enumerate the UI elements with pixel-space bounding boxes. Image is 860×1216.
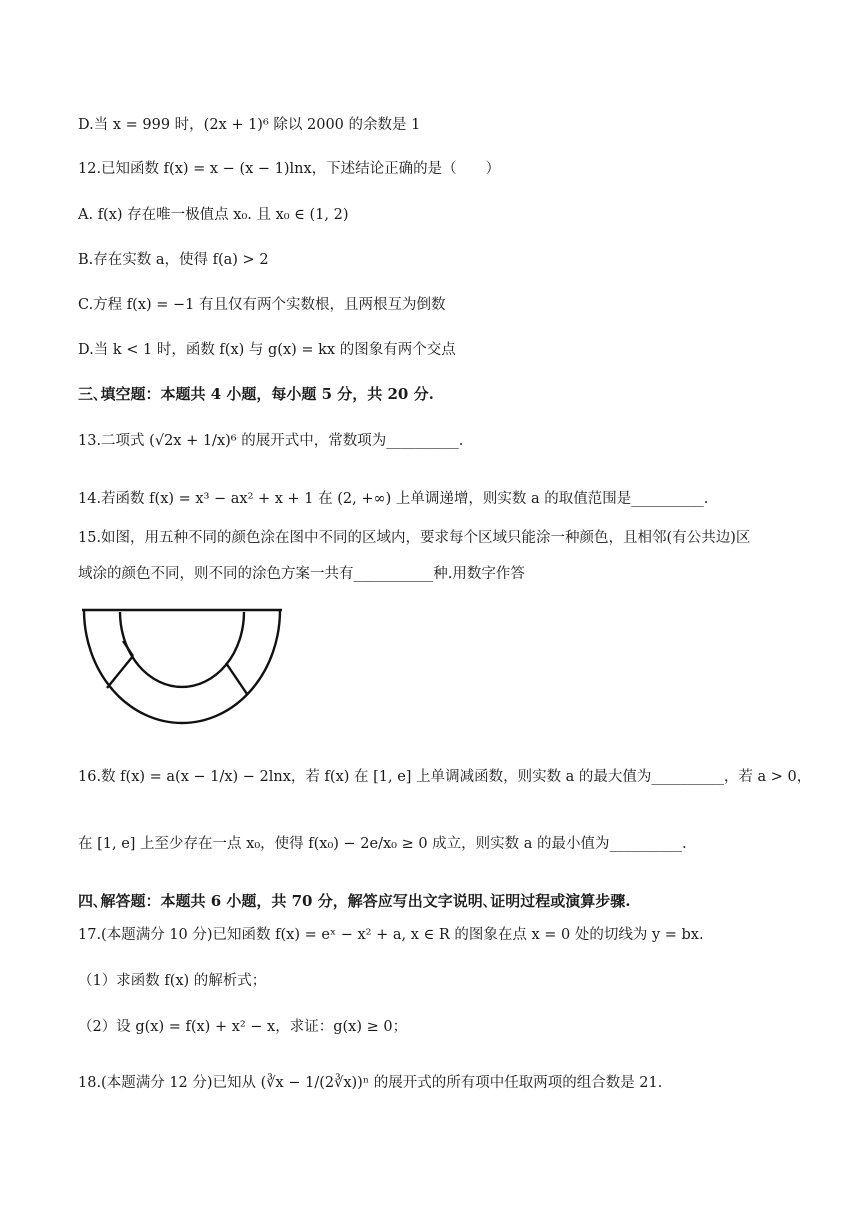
q16-line-2: 在 [1, e] 上至少存在一点 x₀，使得 f(x₀) − 2e/x₀ ≥ 0 成立，则实数 a 的最小值为__________.: [78, 836, 687, 852]
q12-option-d: D.当 k < 1 时，函数 f(x) 与 g(x) = kx 的图象有两个交点: [78, 342, 456, 358]
q17-part-1: （1）求函数 f(x) 的解析式；: [78, 973, 267, 989]
q14: 14.若函数 f(x) = x³ − ax² + x + 1 在 (2, +∞) 上单调递增，则实数 a 的取值范围是__________.: [78, 491, 709, 507]
q12-option-a: A. f(x) 存在唯一极值点 x₀. 且 x₀ ∈ (1, 2): [78, 207, 349, 223]
q15-figure: [80, 602, 286, 730]
q12-option-c: C.方程 f(x) = −1 有且仅有两个实数根，且两根互为倒数: [78, 297, 446, 313]
section-4-heading: 四､解答题：本题共 6 小题，共 70 分，解答应写出文字说明､证明过程或演算步骤.: [78, 892, 631, 910]
outer-arc: [84, 610, 280, 723]
q17-part-2: （2）设 g(x) = f(x) + x² − x，求证：g(x) ≥ 0；: [78, 1019, 408, 1035]
section-3-heading: 三､填空题：本题共 4 小题，每小题 5 分，共 20 分.: [78, 385, 434, 403]
right-divider: [226, 663, 247, 694]
semicircle-region-diagram: [80, 602, 286, 726]
inner-arc: [120, 612, 244, 687]
q17-stem: 17.(本题满分 10 分)已知函数 f(x) = eˣ − x² + a, x ∈ R 的图象在点 x = 0 处的切线为 y = bx.: [78, 927, 704, 943]
q18-stem: 18.(本题满分 12 分)已知从 (∛x − 1/(2∛x))ⁿ 的展开式的所有项中任取两项的组合数是 21.: [78, 1075, 663, 1091]
q11-option-d: D.当 x = 999 时，(2x + 1)⁶ 除以 2000 的余数是 1: [78, 117, 421, 133]
q16-line-1: 16.数 f(x) = a(x − 1/x) − 2lnx，若 f(x) 在 [1, e] 上单调减函数，则实数 a 的最大值为__________，若 a > 0，: [78, 769, 812, 785]
q13: 13.二项式 (√2x + 1/x)⁶ 的展开式中，常数项为__________.: [78, 433, 464, 449]
q15-line-1: 15.如图，用五种不同的颜色涂在图中不同的区域内，要求每个区域只能涂一种颜色，且相邻(有公共边)区: [78, 530, 751, 546]
q12-option-b: B.存在实数 a，使得 f(a) > 2: [78, 252, 269, 268]
upper-left-divider: [123, 641, 133, 656]
q15-line-2: 域涂的颜色不同，则不同的涂色方案一共有___________种.用数字作答: [78, 566, 525, 582]
q12-stem: 12.已知函数 f(x) = x − (x − 1)lnx，下述结论正确的是（ ）: [78, 161, 501, 177]
lower-left-divider: [107, 656, 133, 688]
